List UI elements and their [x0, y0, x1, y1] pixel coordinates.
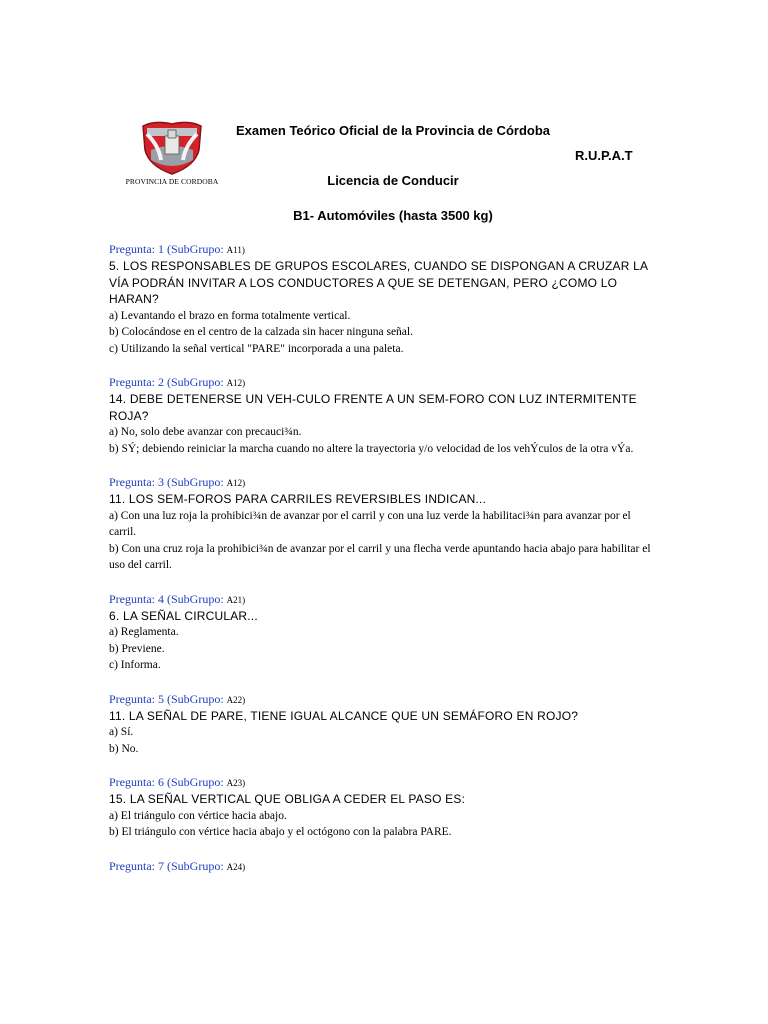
question-block [109, 374, 654, 457]
question-header [109, 241, 654, 258]
question-list [109, 241, 654, 892]
answer-option: b) Colocándose en el centro de la calzada sin hacer ninguna señal. [109, 326, 413, 338]
question-number: Pregunta: 3 (SubGrupo: [109, 475, 224, 489]
answer-option: b) Con una cruz roja la prohibici¾n de avanzar por el carril y una flecha verde apuntando hacia abajo para habilitar el uso del carril. [109, 542, 651, 571]
license-heading: Licencia de Conducir [327, 173, 459, 188]
question-block [109, 774, 654, 841]
question-text: 15. LA SEÑAL VERTICAL QUE OBLIGA A CEDER EL PASO ES: [109, 792, 466, 806]
subgroup-code: A12) [226, 478, 246, 488]
question-number: Pregunta: 7 (SubGrupo: [109, 858, 224, 873]
question-block [109, 241, 654, 357]
question-text: 11. LA SEÑAL DE PARE, TIENE IGUAL ALCANCE QUE UN SEMÁFORO EN ROJO? [109, 708, 579, 723]
answer-option: a) Levantando el brazo en forma totalmente vertical. [109, 309, 351, 322]
subgroup-code: A22) [226, 694, 246, 705]
answer-option: a) Reglamenta. [109, 626, 179, 638]
question-number: Pregunta: 6 (SubGrupo: [109, 775, 224, 789]
answer-option: a) Sí. [109, 726, 134, 738]
answer-option: b) No. [109, 742, 139, 755]
question-text: 5. LOS RESPONSABLES DE GRUPOS ESCOLARES, CUANDO SE DISPONGAN A CRUZAR LA VÍA PODRÁN INVITAR A LOS CONDUCTORES A QUE SE DETENGAN, PERO ¿COMO LO HARAN? [109, 259, 648, 306]
answer-option: c) Utilizando la señal vertical "PARE" incorporada a una paleta. [109, 342, 404, 355]
subgroup-code: A21) [226, 594, 246, 605]
subgroup-code: A23) [226, 778, 246, 788]
rupat-label: R.U.P.A.T [575, 148, 633, 163]
coat-of-arms-icon [137, 120, 207, 176]
answer-option: a) No, solo debe avanzar con precauci¾n. [109, 426, 302, 438]
question-header [109, 474, 654, 491]
question-block [109, 858, 654, 875]
answer-option: b) SÝ; debiendo reiniciar la marcha cuando no altere la trayectoria y/o velocidad de los vehÝculos de la otra vÝa. [109, 442, 634, 455]
question-block [109, 591, 654, 674]
question-number: Pregunta: 4 (SubGrupo: [109, 591, 224, 606]
subgroup-code: A11) [226, 245, 245, 255]
question-block [109, 691, 654, 758]
question-header [109, 374, 654, 391]
question-block [109, 474, 654, 574]
answer-option: b) Previene. [109, 642, 165, 655]
answer-option: c) Informa. [109, 659, 161, 671]
question-text: 6. LA SEÑAL CIRCULAR... [109, 608, 258, 623]
question-text: 14. DEBE DETENERSE UN VEH-CULO FRENTE A UN SEM-FORO CON LUZ INTERMITENTE ROJA? [109, 392, 637, 423]
province-logo [112, 120, 232, 190]
question-number: Pregunta: 2 (SubGrupo: [109, 375, 224, 389]
logo-caption: PROVINCIA DE CORDOBA [125, 177, 219, 186]
subgroup-code: A12) [226, 378, 246, 388]
question-header [109, 858, 654, 875]
exam-title: Examen Teórico Oficial de la Provincia de Córdoba [235, 123, 551, 138]
subgroup-code: A24) [226, 861, 246, 872]
answer-option: a) El triángulo con vértice hacia abajo. [109, 809, 287, 822]
question-text: 11. LOS SEM-FOROS PARA CARRILES REVERSIBLES INDICAN... [109, 492, 487, 506]
answer-option: a) Con una luz roja la prohibici¾n de avanzar por el carril y con una luz verde la habilitaci¾n para avanzar por el carril. [109, 509, 631, 538]
category-heading: B1- Automóviles (hasta 3500 kg) [293, 208, 493, 223]
question-header [109, 691, 654, 708]
answer-option: b) El triángulo con vértice hacia abajo y el octógono con la palabra PARE. [109, 826, 452, 838]
question-header [109, 591, 654, 608]
question-number: Pregunta: 1 (SubGrupo: [109, 242, 224, 256]
question-number: Pregunta: 5 (SubGrupo: [109, 691, 224, 706]
question-header [109, 774, 654, 791]
